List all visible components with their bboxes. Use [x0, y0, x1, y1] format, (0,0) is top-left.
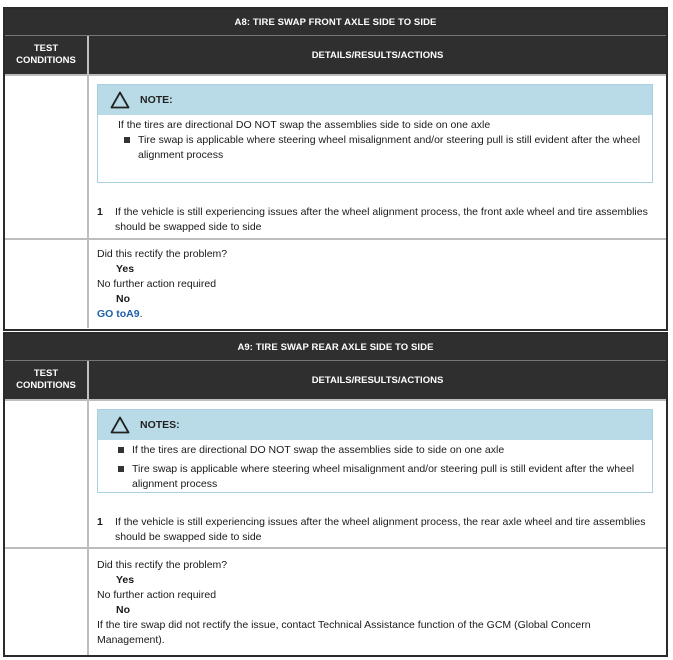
step-text: If the vehicle is still experiencing issues after the wheel alignment process, the front axle wheel and tire assemblies should be swapped side to side: [115, 206, 648, 233]
table-title: A9: TIRE SWAP REAR AXLE SIDE TO SIDE: [5, 334, 666, 360]
table-row: [5, 399, 666, 547]
table-row: [5, 74, 666, 238]
step-number: 1: [97, 516, 103, 528]
note-body: [98, 440, 652, 498]
answer-no-label: No: [116, 293, 130, 305]
note-label: NOTES:: [140, 419, 180, 431]
question-text: Did this rectify the problem?: [97, 559, 228, 571]
test-conditions-cell: [5, 240, 89, 328]
answer-no-label: No: [116, 604, 130, 616]
test-conditions-cell: [5, 549, 89, 655]
test-table-a9: [3, 332, 668, 657]
note-box: [97, 84, 653, 183]
table-row: [5, 547, 666, 655]
no-action-text: If the tire swap did not rectify the issue, contact Technical Assistance function of the GCM (Global Concern Management).: [97, 619, 591, 646]
header-left-line2: CONDITIONS: [16, 380, 76, 391]
table-header: [5, 360, 666, 399]
warning-triangle-icon: [110, 91, 130, 109]
header-left-line1: TEST: [33, 43, 59, 54]
header-details: DETAILS/RESULTS/ACTIONS: [311, 374, 444, 386]
note-bullet-text: If the tires are directional DO NOT swap the assemblies side to side on one axle: [132, 444, 505, 456]
header-test-conditions: [5, 36, 89, 74]
question-text: Did this rectify the problem?: [97, 248, 228, 260]
answer-yes-label: Yes: [116, 263, 135, 275]
header-test-conditions: [5, 361, 89, 399]
note-bullet-text: Tire swap is applicable where steering wheel misalignment and/or steering pull is still evident after the wheel alignment process: [138, 134, 641, 161]
note-box: [97, 409, 653, 493]
table-header: [5, 35, 666, 74]
list-item: [124, 133, 652, 163]
bullet-square-icon: [124, 137, 130, 143]
test-conditions-cell: [5, 76, 89, 238]
bullet-square-icon: [118, 447, 124, 453]
step-text: If the vehicle is still experiencing issues after the wheel alignment process, the rear axle wheel and tire assemblies should be swapped side to side: [115, 516, 646, 543]
note-label: NOTE:: [140, 94, 173, 106]
header-left-line2: CONDITIONS: [16, 55, 76, 66]
go-to-a9-link[interactable]: GO toA9: [97, 308, 140, 320]
note-body: [98, 115, 652, 169]
yes-action-text: No further action required: [97, 278, 217, 290]
link-suffix: .: [139, 308, 143, 320]
note-header: [98, 85, 652, 115]
list-item: [118, 443, 652, 458]
answer-yes-label: Yes: [116, 574, 135, 586]
no-action: [97, 307, 658, 322]
yes-action-text: No further action required: [97, 589, 217, 601]
step-number: 1: [97, 206, 103, 218]
table-row: [5, 238, 666, 328]
details-cell: [89, 76, 666, 238]
bullet-square-icon: [118, 466, 124, 472]
note-line: If the tires are directional DO NOT swap the assemblies side to side on one axle: [118, 119, 491, 131]
warning-triangle-icon: [110, 416, 130, 434]
step-1: [97, 205, 658, 235]
header-details: DETAILS/RESULTS/ACTIONS: [311, 49, 444, 61]
details-cell: [89, 549, 666, 655]
test-table-a8: [3, 7, 668, 331]
test-conditions-cell: [5, 401, 89, 547]
header-left-line1: TEST: [33, 368, 59, 379]
details-cell: [89, 401, 666, 547]
list-item: [118, 462, 652, 492]
step-1: [97, 515, 658, 545]
note-bullet-text: Tire swap is applicable where steering wheel misalignment and/or steering pull is still evident after the wheel alignment process: [132, 463, 635, 490]
note-header: [98, 410, 652, 440]
details-cell: [89, 240, 666, 328]
table-title: A8: TIRE SWAP FRONT AXLE SIDE TO SIDE: [5, 9, 666, 35]
